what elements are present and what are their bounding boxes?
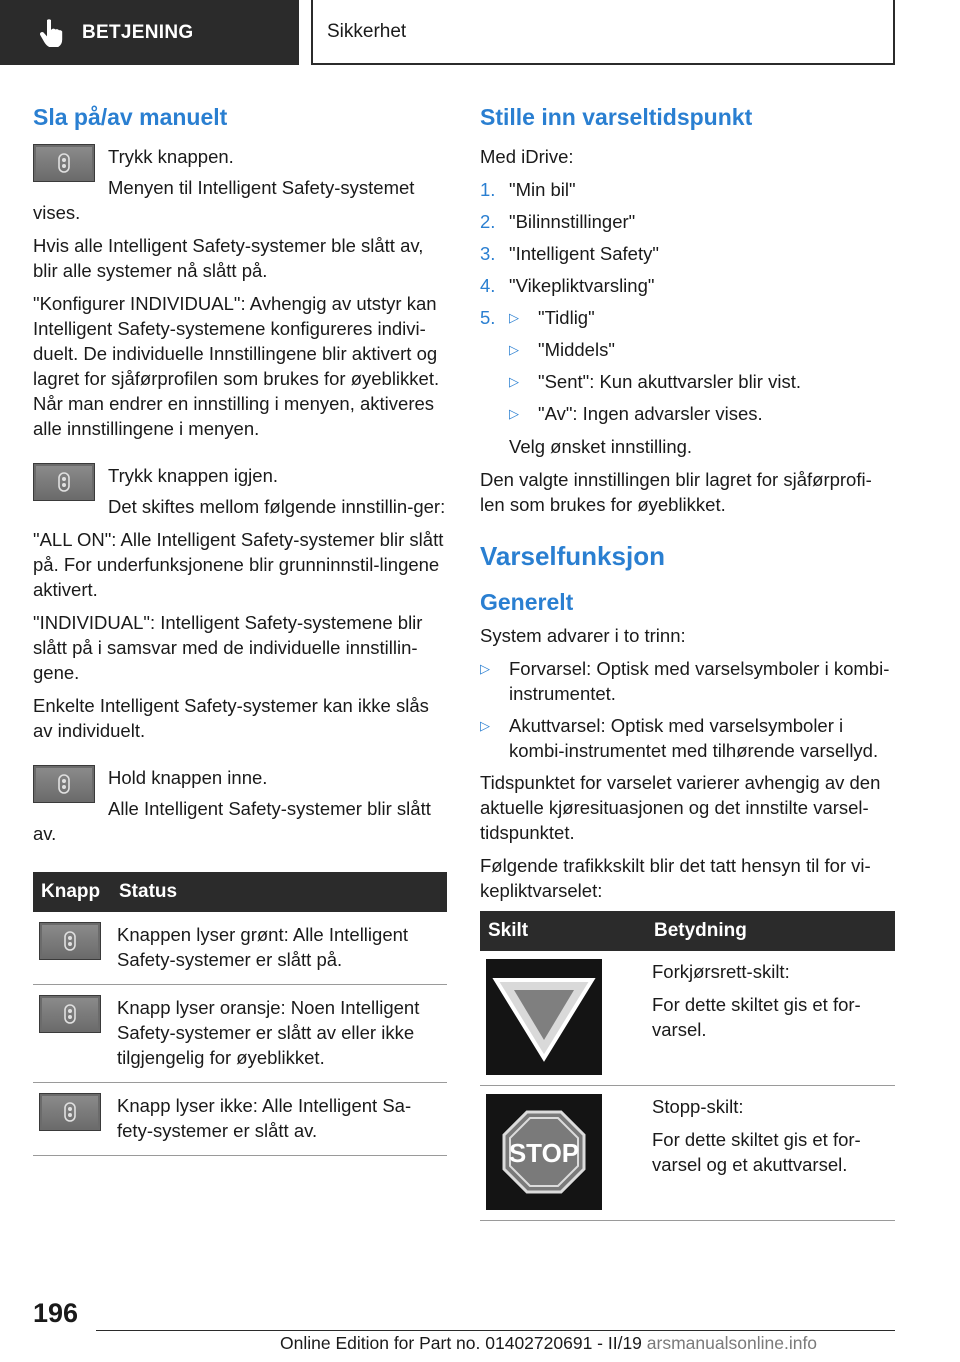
heading-manual-toggle: Sla på/av manuelt: [33, 104, 228, 130]
edition-text: Online Edition for Part no. 01402720691 - II/19: [280, 1333, 642, 1353]
list-item: 4. "Vikepliktvarsling": [480, 275, 655, 296]
safety-button-image: [39, 995, 101, 1033]
footer-divider: [96, 1330, 895, 1331]
paragraph: "ALL ON": Alle Intelligent Safety-systemer blir slått på. For underfunksjonene blir grunninnstil-lingene aktivert.: [33, 529, 444, 600]
left-column: [33, 100, 447, 1156]
status-text: Knapp lyser ikke: Alle Intelligent Sa-fety-systemer er slått av.: [111, 1083, 447, 1156]
sign-image: [486, 959, 602, 1075]
traffic-sign-table: [480, 911, 895, 1221]
safety-button-image: [39, 922, 101, 960]
header-section-tab: [0, 0, 299, 65]
right-column: [480, 100, 895, 1221]
page-number: 196: [33, 1298, 79, 1328]
triangle-bullet-icon: ▷: [480, 718, 490, 733]
triangle-bullet-icon: ▷: [509, 406, 519, 421]
list-item: ▷ Forvarsel: Optisk med varselsymboler i kombi-instrumentet.: [480, 658, 890, 704]
safety-button-image: [33, 463, 95, 501]
safety-button-icon: [55, 152, 73, 174]
instruction-hold-button: [33, 765, 447, 846]
heading-warning-function: Varselfunksjon: [480, 541, 665, 571]
sign-title: Forkjørsrett-skilt:: [652, 961, 790, 982]
watermark: arsmanualsonline.info: [646, 1333, 818, 1353]
hand-pointer-icon: [38, 18, 64, 48]
triangle-bullet-icon: ▷: [509, 342, 519, 357]
safety-button-image: [33, 765, 95, 803]
safety-button-image: [39, 1093, 101, 1131]
heading-warning-time: Stille inn varseltidspunkt: [480, 104, 753, 130]
yield-sign-icon: [492, 972, 596, 1062]
instruction-press-button: [33, 144, 447, 225]
table-row: [33, 912, 447, 985]
paragraph: "Konfigurer INDIVIDUAL": Avhengig av utstyr kan Intelligent Safety-systemene konfigureres indivi-duelt. De individuelle Innstillingene blir aktivert og lagret for sjåførprofilen som brukes for øyeblikket. Når man endrer en innstilling i menyen, aktiveres alle innstillingene i menyen.: [33, 293, 440, 439]
list-item: ▷ "Middels": [509, 339, 615, 360]
header-chapter: [311, 0, 895, 65]
status-text: Knapp lyser oransje: Noen Intelligent Safety-systemer er slått av eller ikke tilgjengelig for øyeblikket.: [111, 985, 447, 1083]
safety-button-image: [33, 144, 95, 182]
table-row: [480, 1086, 895, 1221]
paragraph: Enkelte Intelligent Safety-systemer kan ikke slås av individuelt.: [33, 695, 429, 741]
column-header-status: Status: [111, 872, 447, 912]
sign-description: For dette skiltet gis et for-varsel.: [652, 994, 861, 1040]
instruction-result: Det skiftes mellom følgende innstillin-ger:: [108, 496, 446, 517]
footer-edition: [280, 1333, 817, 1354]
triangle-bullet-icon: ▷: [509, 374, 519, 389]
list-item: ▷ "Tidlig": [509, 307, 595, 328]
instruction-text: Trykk knappen igjen.: [108, 465, 279, 486]
list-item: 3. "Intelligent Safety": [480, 243, 659, 264]
table-row: [33, 1083, 447, 1156]
paragraph: Tidspunktet for varselet varierer avhengig av den aktuelle kjøresituasjonen og det innstilte varsel-tidspunktet.: [480, 772, 881, 843]
list-item: 2. "Bilinnstillinger": [480, 211, 636, 232]
list-item: ▷ Akuttvarsel: Optisk med varselsymboler i kombi-instrumentet med tilhørende varsellyd.: [480, 715, 879, 761]
column-header-button: Knapp: [33, 872, 111, 912]
triangle-bullet-icon: ▷: [480, 661, 490, 676]
button-status-table: [33, 872, 447, 1156]
paragraph: Følgende trafikkskilt blir det tatt hensyn til for vi-kepliktvarselet:: [480, 855, 871, 901]
warning-stages-list: [480, 656, 895, 763]
table-row: [480, 951, 895, 1086]
sign-image: [486, 1094, 602, 1210]
paragraph: Hvis alle Intelligent Safety-systemer ble slått av, blir alle systemer nå slått på.: [33, 235, 424, 281]
paragraph: System advarer i to trinn:: [480, 625, 686, 646]
safety-button-icon: [55, 773, 73, 795]
options-list: [509, 305, 801, 426]
paragraph: Med iDrive:: [480, 146, 574, 167]
table-row: [33, 985, 447, 1083]
safety-button-icon: [61, 930, 79, 952]
list-item: ▷ "Sent": Kun akuttvarsler blir vist.: [509, 371, 801, 392]
sign-description: For dette skiltet gis et for-varsel og et akuttvarsel.: [652, 1129, 861, 1175]
safety-button-icon: [61, 1003, 79, 1025]
paragraph: "INDIVIDUAL": Intelligent Safety-systemene blir slått på i samsvar med de individuelle innstillin-gene.: [33, 612, 423, 683]
instruction-text: Trykk knappen.: [108, 146, 234, 167]
chapter-title: Sikkerhet: [327, 20, 407, 42]
column-header-sign: Skilt: [480, 911, 646, 951]
paragraph: Den valgte innstillingen blir lagret for sjåførprofi-len som brukes for øyeblikket.: [480, 469, 872, 515]
safety-button-icon: [55, 471, 73, 493]
instruction-text: Hold knappen inne.: [108, 767, 268, 788]
steps-list: [480, 177, 895, 433]
section-title: BETJENING: [82, 21, 194, 43]
instruction-press-again: [33, 463, 447, 519]
list-item: ▷ "Av": Ingen advarsler vises.: [509, 403, 763, 424]
status-text: Knappen lyser grønt: Alle Intelligent Safety-systemer er slått på.: [111, 912, 447, 985]
list-item: 5. ▷ "Tidlig" ▷ "Middels" ▷ "Sent": Kun akuttvarsler blir vist. ▷ "Av": Ingen advarsler vises.: [480, 307, 801, 424]
column-header-meaning: Betydning: [646, 911, 895, 951]
stop-sign-text: STOP: [508, 1138, 580, 1168]
sign-title: Stopp-skilt:: [652, 1096, 744, 1117]
heading-general: Generelt: [480, 589, 574, 615]
step-note: Velg ønsket innstilling.: [509, 436, 693, 457]
triangle-bullet-icon: ▷: [509, 310, 519, 325]
list-item: 1. "Min bil": [480, 179, 576, 200]
instruction-result: Menyen til Intelligent Safety-systemet vises.: [33, 177, 415, 223]
stop-sign-icon: [502, 1110, 586, 1194]
instruction-result: Alle Intelligent Safety-systemer blir slått av.: [33, 798, 431, 844]
safety-button-icon: [61, 1101, 79, 1123]
